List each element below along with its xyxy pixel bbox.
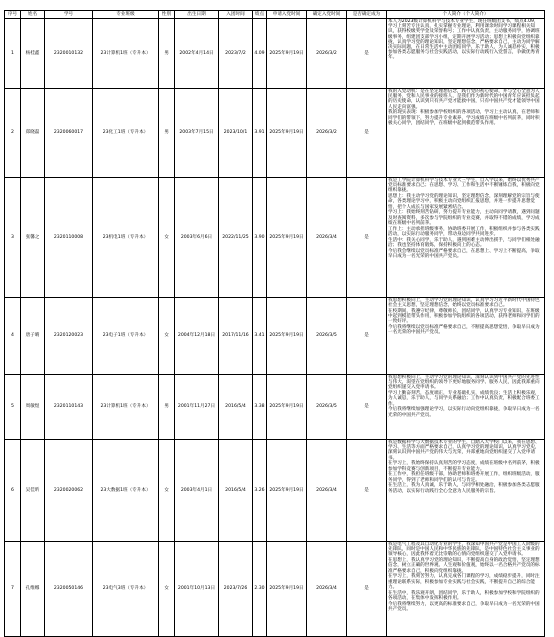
cell-no: 5 xyxy=(5,375,21,440)
cell-reason xyxy=(387,298,545,375)
reason-paragraph: 在校期间，我遵守纪律，尊敬师长，团结同学，认真学习专业知识，在班级中起到模范带头作用，积极参加学院组织的各项活动，获得老师和同学们的一致好评。 xyxy=(388,309,540,325)
table-row xyxy=(5,19,545,89)
cell-name: 郑晓磊 xyxy=(21,89,45,178)
cell-name: 周敏煜 xyxy=(21,375,45,440)
reason-paragraph: 我思想积极向上，主动学习党的理论知识，深刻认识到中国共产党的先进性与伟大，渴望在党组织的领导下更好地服务同学、服务人民，因此我郑重向党组织递交入党申请书。 xyxy=(388,375,540,391)
cell-birth: 2003年4月1日 xyxy=(175,440,219,542)
cell-confirm: 2026/3/2 xyxy=(307,89,347,178)
cell-no: 1 xyxy=(5,19,21,89)
header-reason: 个人简介（个人简介） xyxy=(387,11,545,19)
cell-class: 23电子1班（专升本） xyxy=(93,298,159,375)
reason-paragraph: 本人为2023级计算机科学与技术专业学生，现任班级团支书，绩点4.09，学习上刻苦专注认真，扎实掌握专业理论，利用课余时间学习课程相关知识，获得校级奖学金及荣誉称号；工作中认真负责，主动服务同学，协调班级事务，组建团支部学习小组，定期开展学习活动；思想上积极向党组织靠拢，认真学习党的理论知识，坚定理想信念，严格要求自己，主动为同学解决实际问题，在日常生活中主动团结同学、乐于助人，为人诚恳朴实，积极参加各类志愿服务与社会实践活动，以实际行动践行入党誓言，争做优秀青年。 xyxy=(388,19,540,61)
cell-confirm: 2026/3/4 xyxy=(307,440,347,542)
table-row xyxy=(5,298,545,375)
cell-class: 23计算机1班（专升本） xyxy=(93,375,159,440)
reason-paragraph: 学习上：我始终刻苦钻研，努力提升专业能力，主动向同学请教，遇到问题及时查阅资料，多次参与学院组织的专业竞赛，并取得不错的成绩，学习成绩在班级中名列前茅。 xyxy=(388,210,540,226)
header-result: 是否确定成为 xyxy=(347,11,387,19)
cell-gender: 男 xyxy=(159,89,175,178)
header-gender: 性别 xyxy=(159,11,175,19)
applicant-table xyxy=(4,10,545,637)
cell-gpa: 3.38 xyxy=(253,375,267,440)
table-row xyxy=(5,89,545,178)
cell-reason xyxy=(387,542,545,637)
reason-paragraph: 在生活上，我为人真诚，乐于助人，与同学相处融洽，积极参加各类志愿服务活动，以实际行动践行全心全意为人民服务的宗旨。 xyxy=(388,483,540,494)
cell-gpa: 2.30 xyxy=(253,542,267,637)
cell-class: 23化工1班（专升本） xyxy=(93,89,159,178)
cell-league: 2016/5/4 xyxy=(219,375,253,440)
reason-paragraph: 学习上勤奋刻苦，态度端正，专业基础扎实，成绩优良；生活上积极乐观，为人诚恳，乐于助人，与同学关系融洽；工作中认真负责，积极配合班委工作。 xyxy=(388,391,540,407)
cell-gender: 女 xyxy=(159,178,175,298)
reason-paragraph: 今后我会继续以党员标准严格要求自己，在思想上、学习上不断提高，争取早日成为一名光荣的中国共产党员。 xyxy=(388,248,540,259)
cell-no: 2 xyxy=(5,89,21,178)
table-row xyxy=(5,542,545,637)
cell-confirm: 2026/3/5 xyxy=(307,375,347,440)
cell-sid: 2320110143 xyxy=(45,375,93,440)
reason-paragraph: 在工作中，我担任班级干部，协助老师和班委开展工作，组织班级活动，服务同学，得到了老师和同学们的认可与肯定。 xyxy=(388,472,540,483)
cell-birth: 2001年11月27日 xyxy=(175,375,219,440)
reason-paragraph: 我是工学院计算机科学与技术专业大三学生，自入学以来，始终以优秀共产党员标准要求自己；在思想、学习、工作和生活中不断锤炼自我，积极向党组织靠拢。 xyxy=(388,178,540,194)
header-apply: 申请入党时间 xyxy=(267,11,307,19)
cell-sid: 2320120023 xyxy=(45,298,93,375)
cell-confirm: 2026/3/4 xyxy=(307,178,347,298)
cell-result: 是 xyxy=(347,19,387,89)
cell-gender: 男 xyxy=(159,19,175,89)
cell-class: 23大数据1班（专升本） xyxy=(93,440,159,542)
cell-confirm: 2026/3/5 xyxy=(307,298,347,375)
cell-result: 是 xyxy=(347,542,387,637)
cell-class: 23计算机1班（专升本） xyxy=(93,19,159,89)
cell-reason xyxy=(387,19,545,89)
cell-league: 2016/5/4 xyxy=(219,440,253,542)
header-row xyxy=(5,11,545,19)
reason-paragraph: 在思想上，我认真学习党的理论知识，不断提高自身的政治觉悟，坚定理想信念，树立正确的世界观、人生观和价值观，始终以一名合格共产党员的标准严格要求自己，积极向党组织靠拢。 xyxy=(388,558,540,574)
cell-reason xyxy=(387,89,545,178)
cell-gender: 女 xyxy=(159,542,175,637)
cell-gpa: 3.41 xyxy=(253,298,267,375)
table-row xyxy=(5,375,545,440)
cell-name: 张馨之 xyxy=(21,178,45,298)
cell-sid: 2320020062 xyxy=(45,440,93,542)
reason-paragraph: 在学习上，我始终保持认真刻苦的学习态度，成绩在班级中名列前茅，积极参加学科竞赛与创新项目，不断提升专业能力。 xyxy=(388,461,540,472)
reason-paragraph: 今后我将继续努力，以更高的标准要求自己，争取早日成为一名光荣的中国共产党员。 xyxy=(388,601,540,612)
table-row xyxy=(5,178,545,298)
cell-result: 是 xyxy=(347,440,387,542)
cell-gpa: 4.09 xyxy=(253,19,267,89)
cell-apply: 2025年9月19日 xyxy=(267,19,307,89)
cell-birth: 2001年10月13日 xyxy=(175,542,219,637)
cell-result: 是 xyxy=(347,178,387,298)
reason-paragraph: 生活中：我关心同学，乐于助人，遇到困难主动伸出援手，与同学们相处融洽；我也坚持体育锻炼，保持积极向上的心态。 xyxy=(388,237,540,248)
reason-paragraph: 今后我将继续以党员标准严格要求自己，不断提高思想觉悟，争取早日成为一名光荣的中国共产党员。 xyxy=(388,325,540,336)
cell-reason xyxy=(387,440,545,542)
cell-gpa: 3.90 xyxy=(253,178,267,298)
cell-birth: 2003年6月6日 xyxy=(175,178,219,298)
cell-league: 2023/7/26 xyxy=(219,542,253,637)
cell-sid: 2320110008 xyxy=(45,178,93,298)
header-gpa: 绩点 xyxy=(253,11,267,19)
cell-apply: 2025年9月19日 xyxy=(267,375,307,440)
cell-league: 2022/11/25 xyxy=(219,178,253,298)
reason-paragraph: 工作上：主动承担班级事务，协助班委开展工作，积极组织并参与各类实践活动，以实际行动服务同学，带动身边同学共同进步。 xyxy=(388,226,540,237)
cell-birth: 2003年7月15日 xyxy=(175,89,219,178)
reason-paragraph: 我的入党动机：是在坚定理想信念，践行党的初心使命，并与全心全意为人民服务，党和人民事业的接班人，是我们作为新时代的中国青年应该担负起的历史使命，认识到只有共产党才能救中国，只有中国共产党才能领导中国人民走向富强。 xyxy=(388,89,540,110)
reason-paragraph: 在学习上，我刻苦努力，认真完成各门课程的学习，成绩稳步提升，同时注重理论联系实际，积极参加专业实践与社会实践，不断提升自己的综合能力。 xyxy=(388,574,540,590)
cell-league: 2017/11/16 xyxy=(219,298,253,375)
cell-no: 6 xyxy=(5,440,21,542)
header-confirm: 确定入党时间 xyxy=(307,11,347,19)
cell-birth: 2004年12月18日 xyxy=(175,298,219,375)
cell-name: 唐子晴 xyxy=(21,298,45,375)
cell-sid: 2320060017 xyxy=(45,89,93,178)
cell-sid: 2320010132 xyxy=(45,19,93,89)
reason-paragraph: 在生活中，我乐观开朗，团结同学，乐于助人，积极参加学校和学院组织的各项活动，在集体中发挥积极作用。 xyxy=(388,590,540,601)
cell-no: 7 xyxy=(5,542,21,637)
cell-league: 2023/10/1 xyxy=(219,89,253,178)
header-class: 专业班级 xyxy=(93,11,159,19)
reason-paragraph: 我的现实表现：积极参加学校组织的各项活动，学习上主动认真，在老师和同学们的带领下，努力提升专业素养，学习成绩在班级中名列前茅，同时积极关心同学，团结同学，在班级中起到模范带头作用。 xyxy=(388,110,540,126)
header-no: 序号 xyxy=(5,11,21,19)
cell-birth: 2002年4月14日 xyxy=(175,19,219,89)
reason-paragraph: 思想上：我主动学习党的理论知识，坚定理想信念，深刻理解党的宗旨与使命，各类理论学习中，积极主动向党组织汇报思想，并进一步提升思想觉悟，把个人成长与国家发展紧密结合。 xyxy=(388,194,540,210)
cell-reason xyxy=(387,178,545,298)
header-birth: 出生日期 xyxy=(175,11,219,19)
cell-result: 是 xyxy=(347,375,387,440)
cell-class: 23电气3班（专升本） xyxy=(93,542,159,637)
cell-reason xyxy=(387,375,545,440)
cell-apply: 2025年9月19日 xyxy=(267,89,307,178)
cell-name: 吴佳昕 xyxy=(21,440,45,542)
reason-paragraph: 今后我将继续加强理论学习，以实际行动向党组织靠拢，争取早日成为一名光荣的中国共产党员。 xyxy=(388,407,540,418)
cell-confirm: 2026/3/4 xyxy=(307,542,347,637)
cell-no: 4 xyxy=(5,298,21,375)
cell-confirm: 2026/3/2 xyxy=(307,19,347,89)
cell-apply: 2025年9月19日 xyxy=(267,298,307,375)
cell-gpa: 3.26 xyxy=(253,440,267,542)
cell-sid: 2320050146 xyxy=(45,542,93,637)
cell-gpa: 3.91 xyxy=(253,89,267,178)
cell-apply: 2025年9月19日 xyxy=(267,178,307,298)
cell-apply: 2025年9月19日 xyxy=(267,440,307,542)
cell-gender: 男 xyxy=(159,375,175,440)
cell-name: 孔维娜 xyxy=(21,542,45,637)
cell-league: 2023/7/2 xyxy=(219,19,253,89)
cell-result: 是 xyxy=(347,298,387,375)
cell-gender: 女 xyxy=(159,440,175,542)
cell-class: 23机电1班（专升本） xyxy=(93,178,159,298)
cell-apply: 2025年9月19日 xyxy=(267,542,307,637)
cell-result: 是 xyxy=(347,89,387,178)
cell-no: 3 xyxy=(5,178,21,298)
header-name: 姓名 xyxy=(21,11,45,19)
reason-paragraph: 我是数据科学与大数据技术专业的学生，自踏入大学校门以来，我在思想、学习、生活等方面严格要求自己，认真学习党的理论知识，认真学习党史，深刻认识到中国共产党的伟大与光荣，并郑重地向党组织递交了入党申请书。 xyxy=(388,440,540,461)
header-sid: 学号 xyxy=(45,11,93,19)
header-league: 入团时间 xyxy=(219,11,253,19)
table-body xyxy=(5,19,545,637)
reason-paragraph: 我思想积极向上，主动学习党的理论知识，认真学习习近平新时代中国特色社会主义思想，坚定理想信念，始终以党员标准要求自己。 xyxy=(388,298,540,309)
cell-name: 杨桂鑫 xyxy=(21,19,45,89)
reason-paragraph: 我是电气工程及其自动化专业的学生，我深知中国共产党是中国工人阶级的先锋队，同时是中国人民和中华民族的先锋队，是中国特色社会主义事业的领导核心，因此我怀着无比崇敬的心情向党组织递交了入党申请书。 xyxy=(388,542,540,558)
table-row xyxy=(5,440,545,542)
cell-gender: 女 xyxy=(159,298,175,375)
